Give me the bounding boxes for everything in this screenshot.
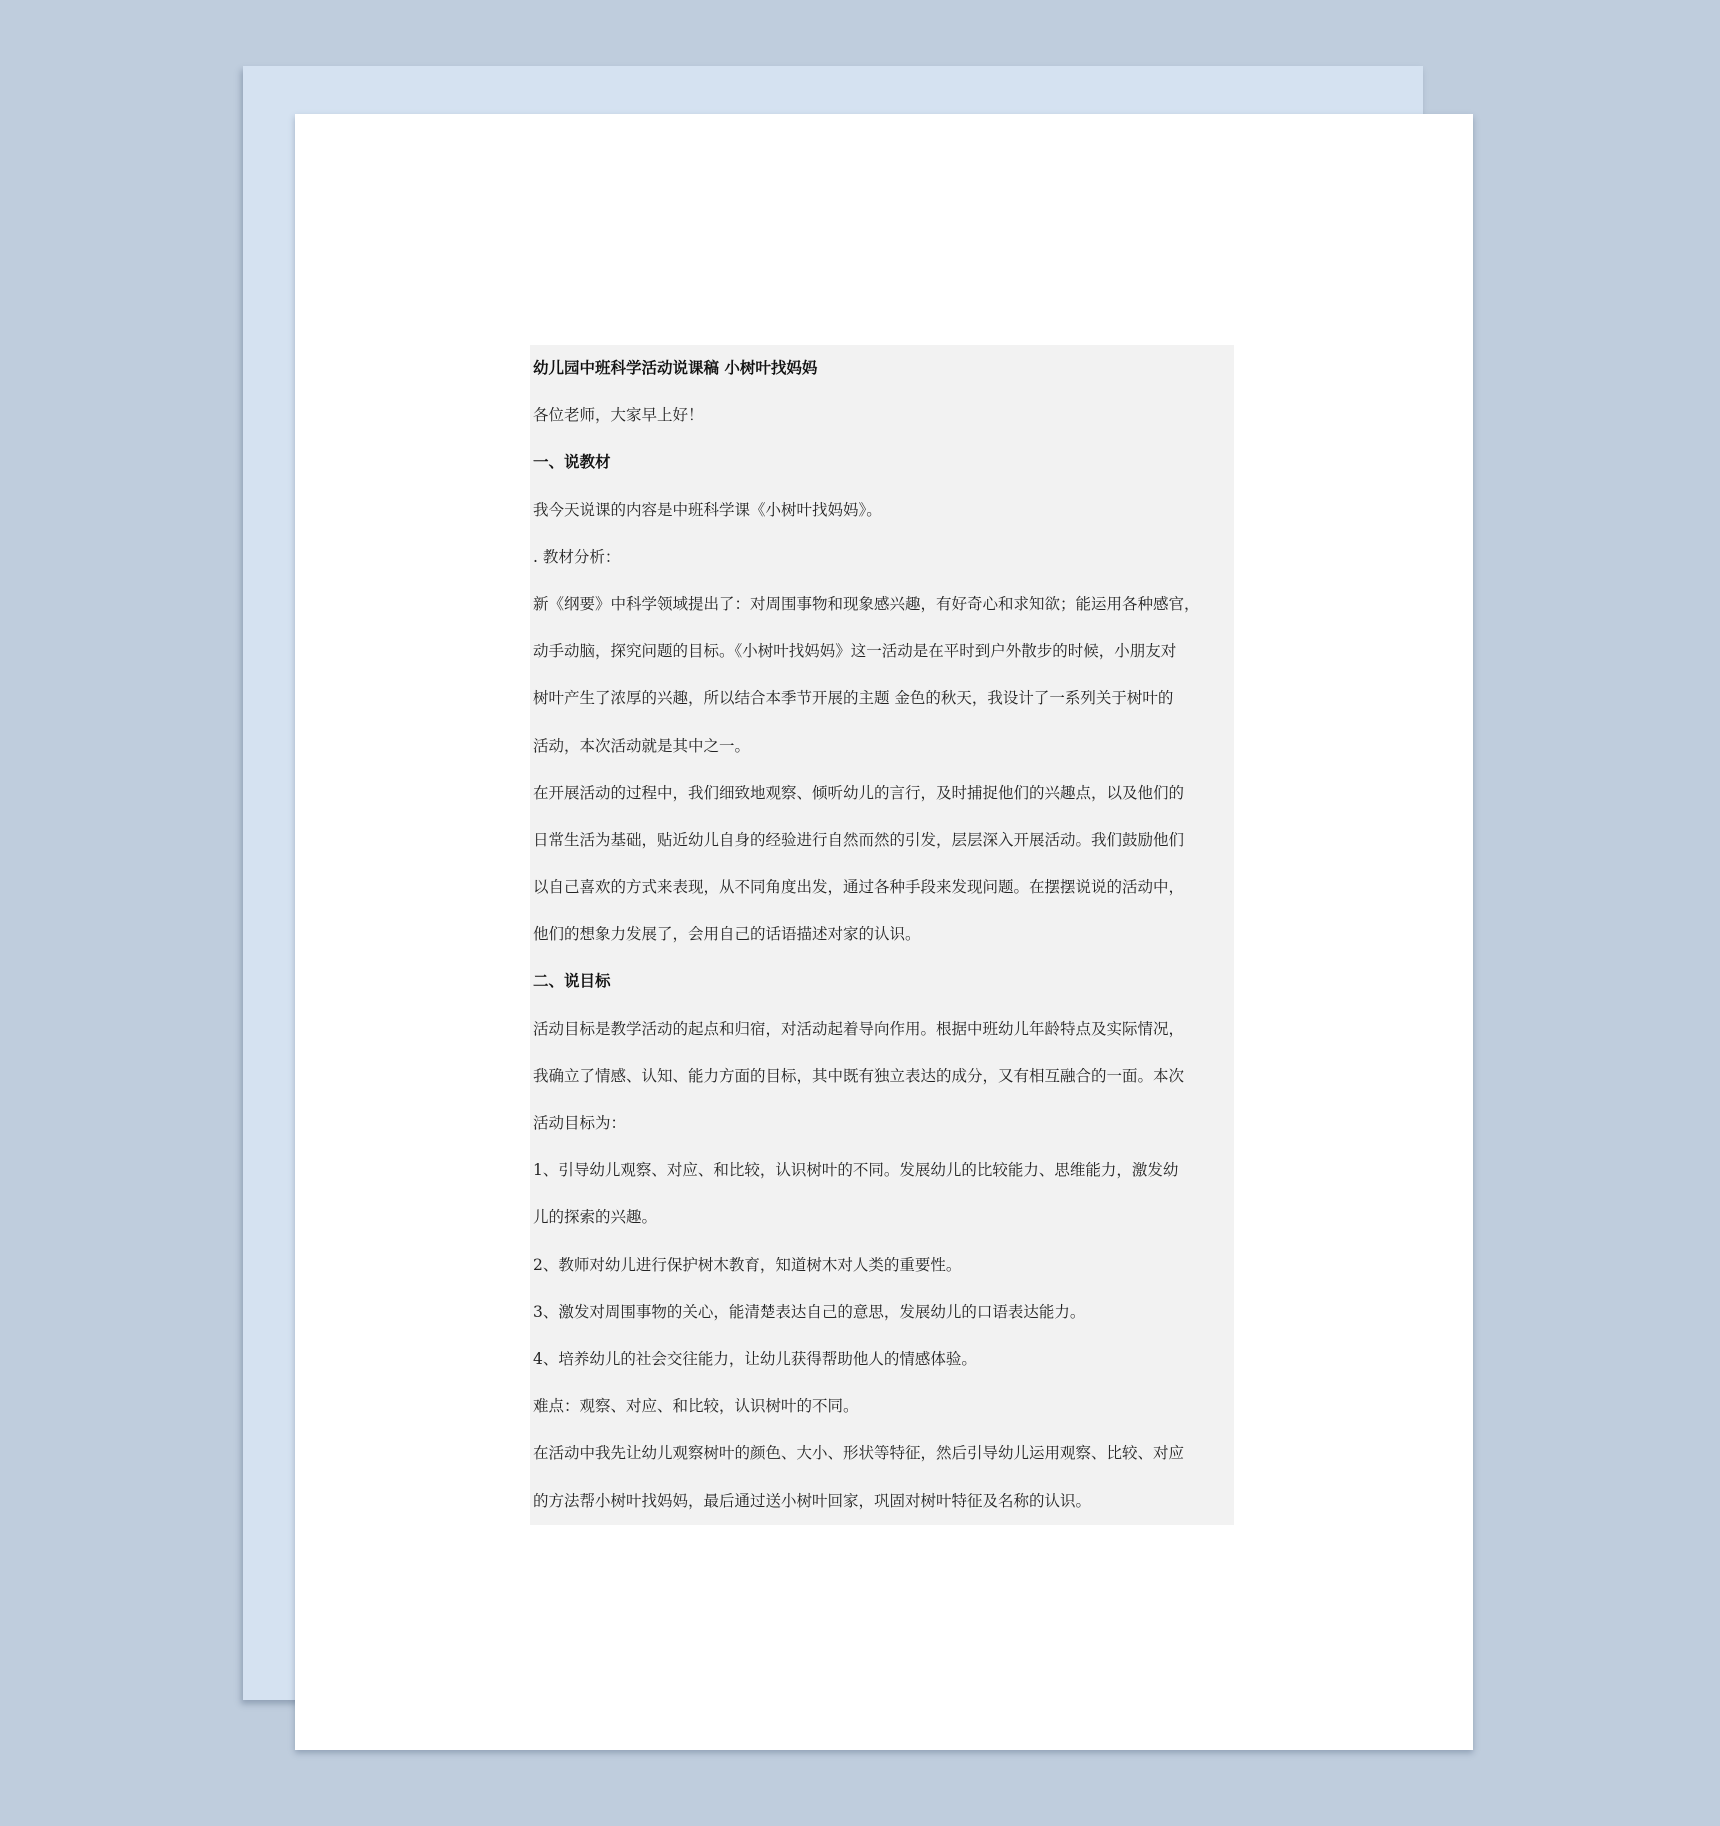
document-title: 幼儿园中班科学活动说课稿 小树叶找妈妈 [533,359,818,377]
paragraph-line: 各位老师，大家早上好！ [533,406,704,425]
paragraph-line: . 教材分析： [533,547,621,566]
paragraph-line: 3、激发对周围事物的关心，能清楚表达自己的意思，发展幼儿的口语表达能力。 [533,1302,1086,1321]
paragraph-line: 活动目标为： [533,1114,627,1132]
paragraph-line: 他们的想象力发展了，会用自己的话语描述对家的认识。 [533,925,921,944]
paragraph-line: 我确立了情感、认知、能力方面的目标，其中既有独立表达的成分，又有相互融合的一面。本次 [533,1066,1185,1085]
section-heading: 二、说目标 [533,972,611,991]
paragraph-line: 1、引导幼儿观察、对应、和比较，认识树叶的不同。发展幼儿的比较能力、思维能力，激发幼 [533,1161,1179,1180]
paragraph-line: 树叶产生了浓厚的兴趣，所以结合本季节开展的主题 金色的秋天，我设计了一系列关于树叶的 [533,689,1174,708]
paragraph-line: 活动目标是教学活动的起点和归宿，对活动起着导向作用。根据中班幼儿年龄特点及实际情况， [533,1019,1185,1038]
paragraph-line: 2、教师对幼儿进行保护树木教育，知道树木对人类的重要性。 [533,1255,962,1274]
paragraph-line: 难点：观察、对应、和比较，认识树叶的不同。 [533,1397,859,1416]
paragraph-line: 活动，本次活动就是其中之一。 [533,736,751,755]
paragraph-line: 新《纲要》中科学领域提出了：对周围事物和现象感兴趣，有好奇心和求知欲；能运用各种感官， [533,594,1200,613]
paragraph-line: 4、培养幼儿的社会交往能力，让幼儿获得帮助他人的情感体验。 [533,1349,977,1368]
paragraph-line: 儿的探索的兴趣。 [533,1208,658,1227]
paragraph-line: 日常生活为基础，贴近幼儿自身的经验进行自然而然的引发，层层深入开展活动。我们鼓励他们 [533,830,1185,849]
paragraph-line: 动手动脑，探究问题的目标。《小树叶找妈妈》这一活动是在平时到户外散步的时候，小朋友对 [533,642,1177,661]
paragraph-line: 在活动中我先让幼儿观察树叶的颜色、大小、形状等特征，然后引导幼儿运用观察、比较、对应 [533,1444,1185,1463]
paragraph-line: 的方法帮小树叶找妈妈，最后通过送小树叶回家，巩固对树叶特征及名称的认识。 [533,1491,1092,1510]
paragraph-line: 以自己喜欢的方式来表现，从不同角度出发，通过各种手段来发现问题。在摆摆说说的活动中， [533,878,1185,897]
paragraph-line: 我今天说课的内容是中班科学课《小树叶找妈妈》。 [533,500,882,519]
paragraph-line: 在开展活动的过程中，我们细致地观察、倾听幼儿的言行，及时捕捉他们的兴趣点，以及他们的 [533,783,1185,802]
document-text-block [530,345,1234,1525]
section-heading: 一、说教材 [533,453,611,472]
